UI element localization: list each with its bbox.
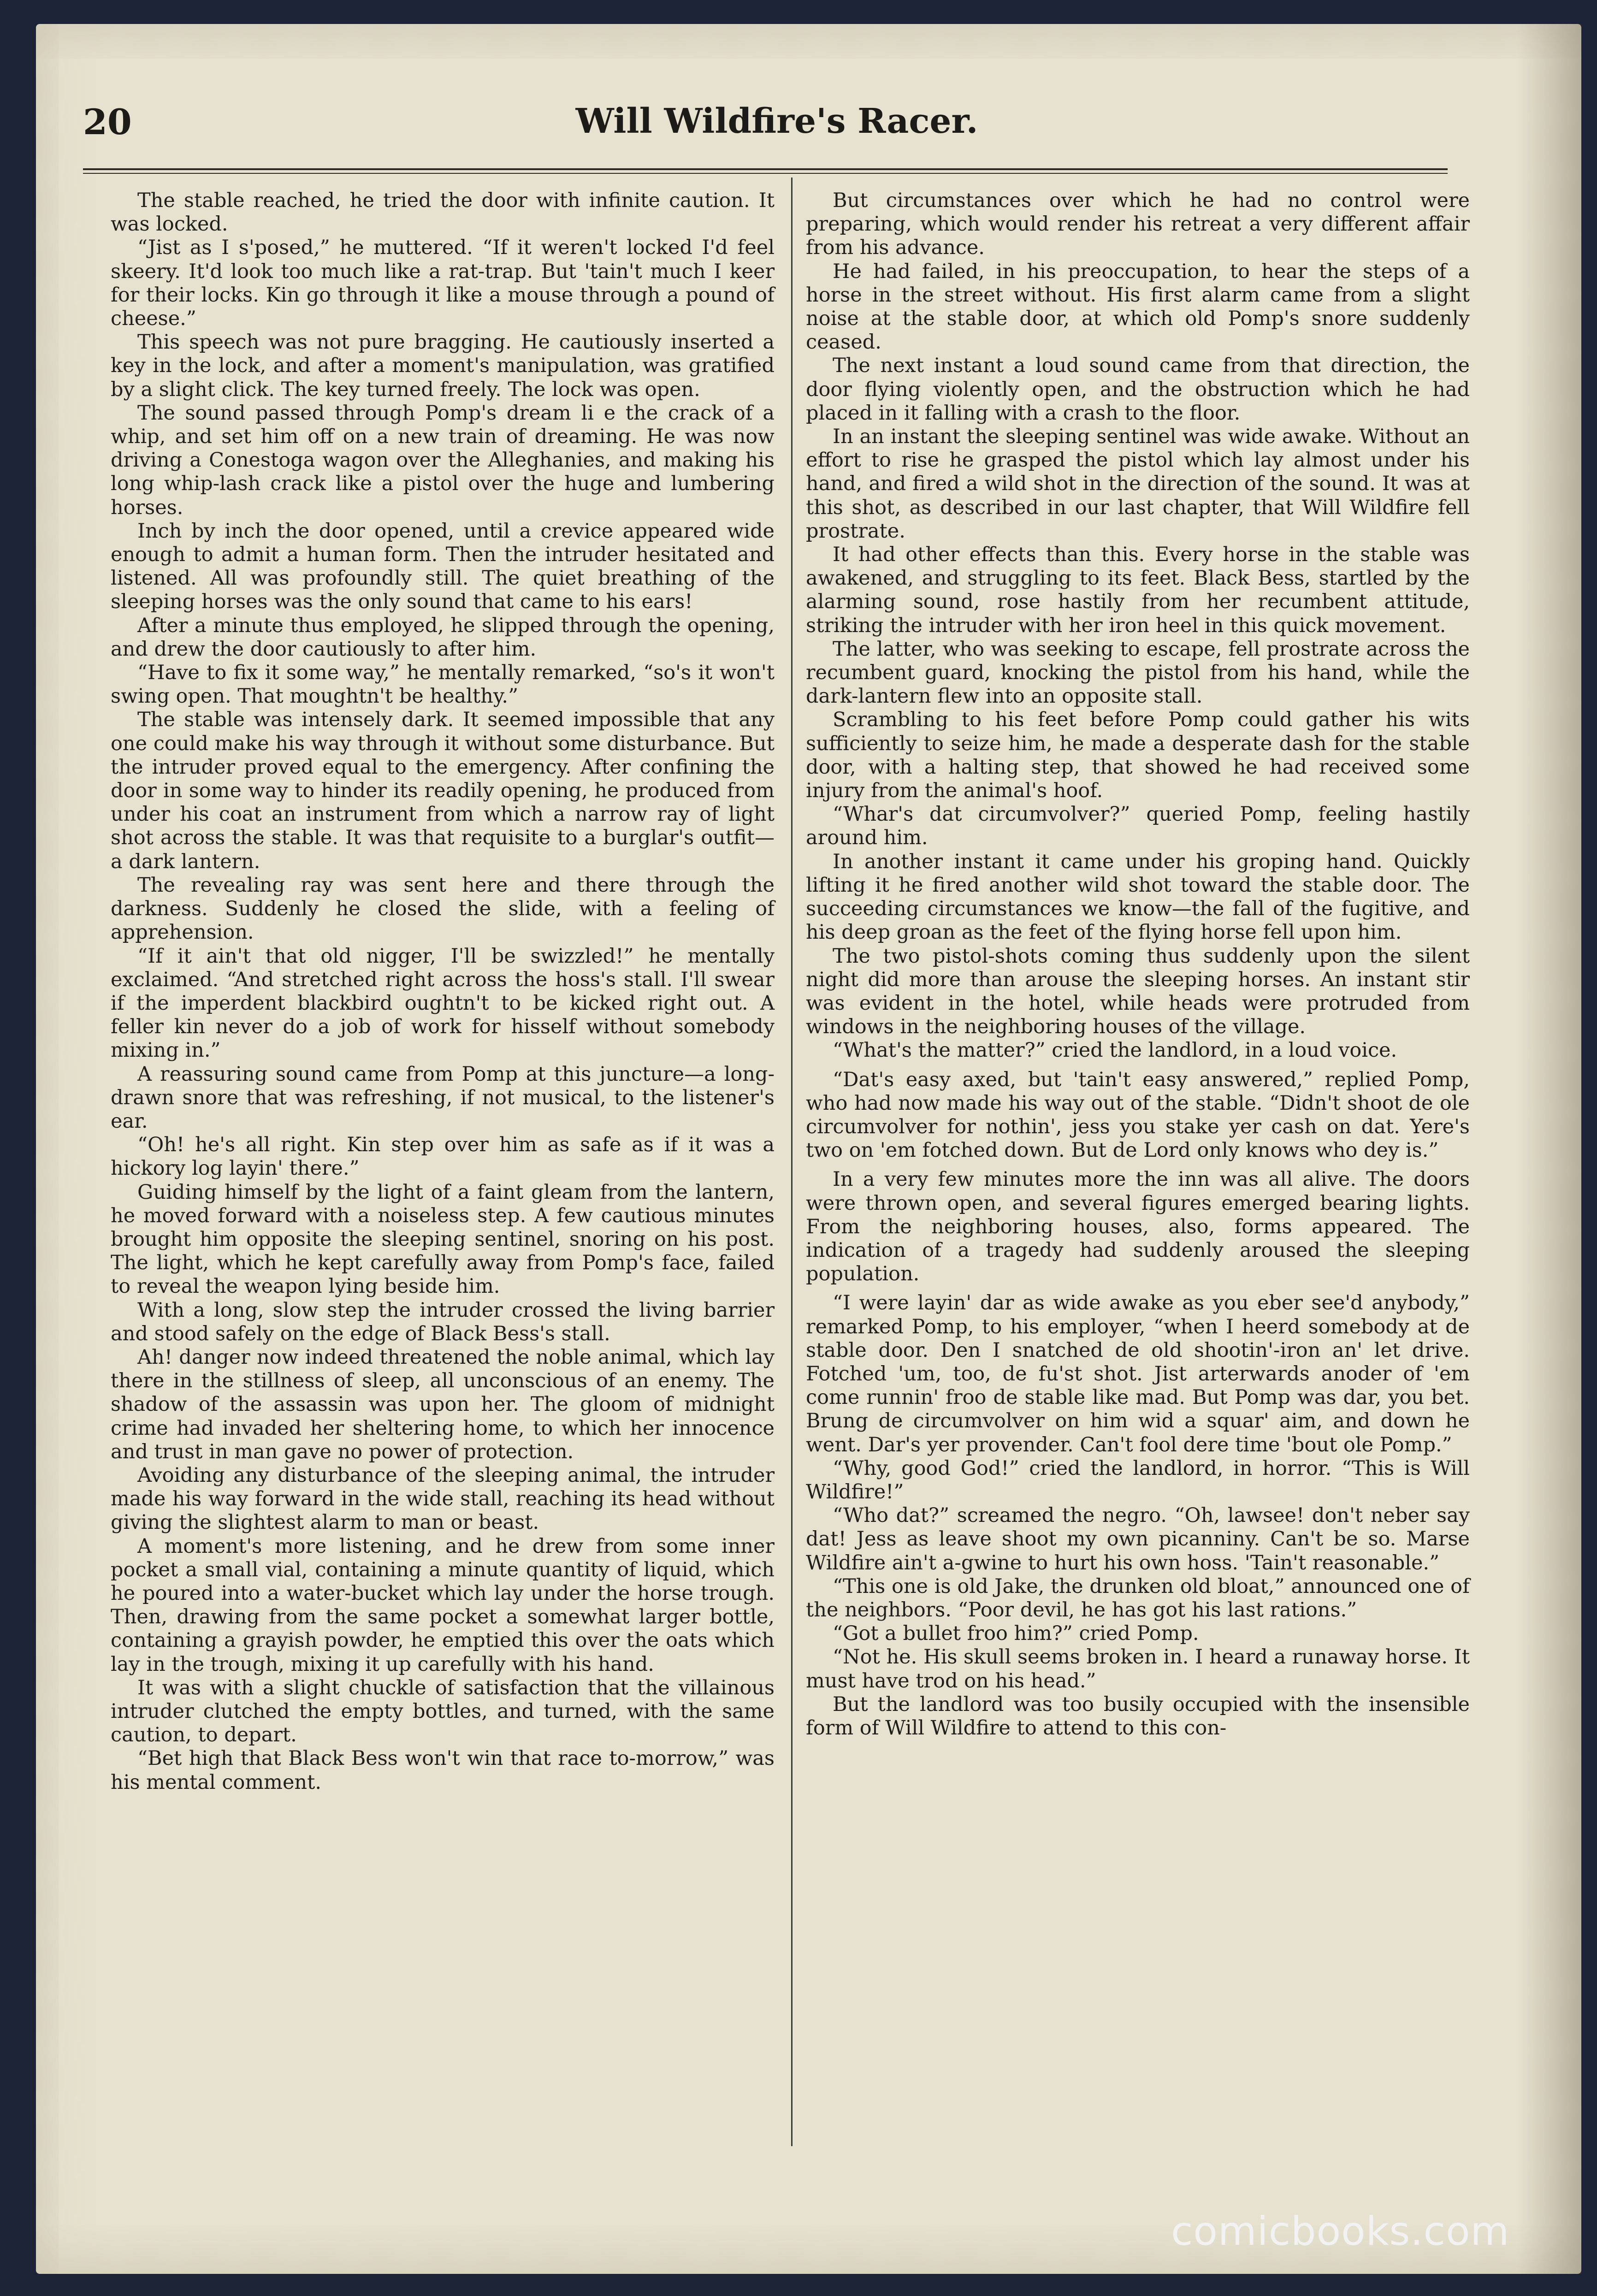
paragraph: “Not he. His skull seems broken in. I heard a runaway horse. It must have trod on his head.” xyxy=(806,1645,1470,1692)
page-number: 20 xyxy=(83,101,132,142)
paragraph: In an instant the sleeping sentinel was wide awake. Without an effort to rise he grasped the pistol which lay almost under his hand, and fired a wild shot in the direction of the sound. It was at this shot, as described in our last chapter, that Will Wildfire fell prostrate. xyxy=(806,425,1470,543)
paragraph: Guiding himself by the light of a faint gleam from the lantern, he moved forward with a noiseless step. A few cautious minutes brought him opposite the sleeping sentinel, snoring on his post. The light, which he kept carefully away from Pomp's face, failed to reveal the weapon lying beside him. xyxy=(111,1180,775,1298)
watermark: comicbooks.com xyxy=(1171,2208,1510,2255)
paragraph: “This one is old Jake, the drunken old bloat,” announced one of the neighbors. “Poor devil, he has got his last rations.” xyxy=(806,1574,1470,1621)
paragraph: After a minute thus employed, he slipped through the opening, and drew the door cautiously to after him. xyxy=(111,614,775,661)
paragraph: With a long, slow step the intruder crossed the living barrier and stood safely on the edge of Black Bess's stall. xyxy=(111,1298,775,1345)
page-header xyxy=(83,88,1471,157)
paragraph: The stable reached, he tried the door with infinite caution. It was locked. xyxy=(111,189,775,236)
running-title: Will Wildfire's Racer. xyxy=(575,101,978,141)
paragraph: “Dat's easy axed, but 'tain't easy answered,” replied Pomp, who had now made his way out of the stable. “Didn't shoot de ole circumvolver for nothin', jess you stake yer cash on dat. Yere's two on 'em fotched down. But de Lord only knows who dey is.” xyxy=(806,1068,1470,1162)
paragraph: In another instant it came under his groping hand. Quickly lifting it he fired another wild shot toward the stable door. The succeeding circumstances we know—the fall of the fugitive, and his deep groan as the feet of the flying horse fell upon him. xyxy=(806,850,1470,944)
paragraph: But the landlord was too busily occupied with the insensible form of Will Wildfire to attend to this con- xyxy=(806,1692,1470,1740)
paragraph: “I were layin' dar as wide awake as you eber see'd anybody,” remarked Pomp, to his employer, “when I heerd somebody at de stable door. Den I snatched de old shootin'-iron an' let drive. Fotched 'um, too, de fu'st shot. Jist arterwards anoder of 'em come runnin' froo de stable like mad. But Pomp was dar, you bet. Brung de circumvolver on him wid a squar' aim, and down he went. Dar's yer provender. Can't fool dere time 'bout ole Pomp.” xyxy=(806,1291,1470,1456)
paragraph: Inch by inch the door opened, until a crevice appeared wide enough to admit a human form. Then the intruder hesitated and listened. All was profoundly still. The quiet breathing of the sleeping horses was the only sound that came to his ears! xyxy=(111,519,775,614)
right-column xyxy=(806,189,1470,1740)
paragraph: “Who dat?” screamed the negro. “Oh, lawsee! don't neber say dat! Jess as leave shoot my own picanniny. Can't be so. Marse Wildfire ain't a-gwine to hurt his own hoss. 'Tain't reasonable.” xyxy=(806,1504,1470,1574)
paragraph: “Bet high that Black Bess won't win that race to-morrow,” was his mental comment. xyxy=(111,1747,775,1794)
paragraph: Scrambling to his feet before Pomp could gather his wits sufficiently to seize him, he made a desperate dash for the stable door, with a halting step, that showed he had received some injury from the animal's hoof. xyxy=(806,708,1470,803)
paragraph: “Have to fix it some way,” he mentally remarked, “so's it won't swing open. That moughtn't be healthy.” xyxy=(111,661,775,708)
paragraph: Ah! danger now indeed threatened the noble animal, which lay there in the stillness of sleep, all unconscious of an enemy. The shadow of the assassin was upon her. The gloom of midnight crime had invaded her sheltering home, to which her innocence and trust in man gave no power of protection. xyxy=(111,1345,775,1463)
paragraph: He had failed, in his preoccupation, to hear the steps of a horse in the street without. His first alarm came from a slight noise at the stable door, at which old Pomp's snore suddenly ceased. xyxy=(806,260,1470,354)
paragraph: It was with a slight chuckle of satisfaction that the villainous intruder clutched the empty bottles, and turned, with the same caution, to depart. xyxy=(111,1676,775,1747)
paragraph: The next instant a loud sound came from that direction, the door flying violently open, and the obstruction which he had placed in it falling with a crash to the floor. xyxy=(806,354,1470,425)
paragraph: “Got a bullet froo him?” cried Pomp. xyxy=(833,1622,1199,1645)
paragraph: The latter, who was seeking to escape, fell prostrate across the recumbent guard, knocking the pistol from his hand, while the dark-lantern flew into an opposite stall. xyxy=(806,637,1470,708)
page-edge-shadow xyxy=(1517,24,1581,2274)
paragraph: In a very few minutes more the inn was all alive. The doors were thrown open, and several figures emerged bearing lights. From the neighboring houses, also, forms appeared. The indication of a tragedy had suddenly aroused the sleeping population. xyxy=(806,1168,1470,1286)
paragraph: Avoiding any disturbance of the sleeping animal, the intruder made his way forward in the wide stall, reaching its head without giving the slightest alarm to man or beast. xyxy=(111,1463,775,1534)
paragraph: The revealing ray was sent here and there through the darkness. Suddenly he closed the slide, with a feeling of apprehension. xyxy=(111,873,775,944)
paragraph: It had other effects than this. Every horse in the stable was awakened, and struggling to its feet. Black Bess, startled by the alarming sound, rose hastily from her recumbent attitude, striking the intruder with her iron heel in this quick movement. xyxy=(806,543,1470,637)
paragraph: “Why, good God!” cried the landlord, in horror. “This is Will Wildfire!” xyxy=(806,1456,1470,1503)
paragraph: A reassuring sound came from Pomp at this juncture—a long-drawn snore that was refreshing, if not musical, to the listener's ear. xyxy=(111,1062,775,1133)
column-divider xyxy=(791,178,793,2146)
paragraph: A moment's more listening, and he drew from some inner pocket a small vial, containing a minute quantity of liquid, which he poured into a water-bucket which lay under the horse trough. Then, drawing from the same pocket a somewhat larger bottle, containing a grayish powder, he emptied this over the oats which lay in the trough, mixing it up carefully with his hand. xyxy=(111,1534,775,1676)
paragraph: “If it ain't that old nigger, I'll be swizzled!” he mentally exclaimed. “And stretched right across the hoss's stall. I'll swear if the imperdent blackbird oughtn't to be kicked right out. A feller kin never do a job of work for hisself without somebody mixing in.” xyxy=(111,944,775,1062)
paragraph: “Whar's dat circumvolver?” queried Pomp, feeling hastily around him. xyxy=(806,803,1470,850)
paragraph: “What's the matter?” cried the landlord, in a loud voice. xyxy=(833,1039,1397,1062)
paragraph: This speech was not pure bragging. He cautiously inserted a key in the lock, and after a moment's manipulation, was gratified by a slight click. The key turned freely. The lock was open. xyxy=(111,331,775,401)
paragraph: “Oh! he's all right. Kin step over him as safe as if it was a hickory log layin' there.” xyxy=(111,1133,775,1180)
paragraph: “Jist as I s'posed,” he muttered. “If it weren't locked I'd feel skeery. It'd look too much like a rat-trap. But 'tain't much I keer for their locks. Kin go through it like a mouse through a pound of cheese.” xyxy=(111,236,775,331)
left-column xyxy=(111,189,775,1794)
paragraph: But circumstances over which he had no control were preparing, which would render his retreat a very different affair from his advance. xyxy=(806,189,1470,260)
paragraph: The two pistol-shots coming thus suddenly upon the silent night did more than arouse the sleeping horses. An instant stir was evident in the hotel, while heads were protruded from windows in the neighboring houses of the village. xyxy=(806,944,1470,1039)
header-rule xyxy=(83,168,1448,174)
paragraph: The stable was intensely dark. It seemed impossible that any one could make his way through it without some disturbance. But the intruder proved equal to the emergency. After confining the door in some way to hinder its readily opening, he produced from under his coat an instrument from which a narrow ray of light shot across the stable. It was that requisite to a burglar's outfit—a dark lantern. xyxy=(111,708,775,873)
paragraph: The sound passed through Pomp's dream li e the crack of a whip, and set him off on a new train of dreaming. He was now driving a Conestoga wagon over the Alleghanies, and making his long whip-lash crack like a pistol over the huge and lumbering horses. xyxy=(111,401,775,519)
